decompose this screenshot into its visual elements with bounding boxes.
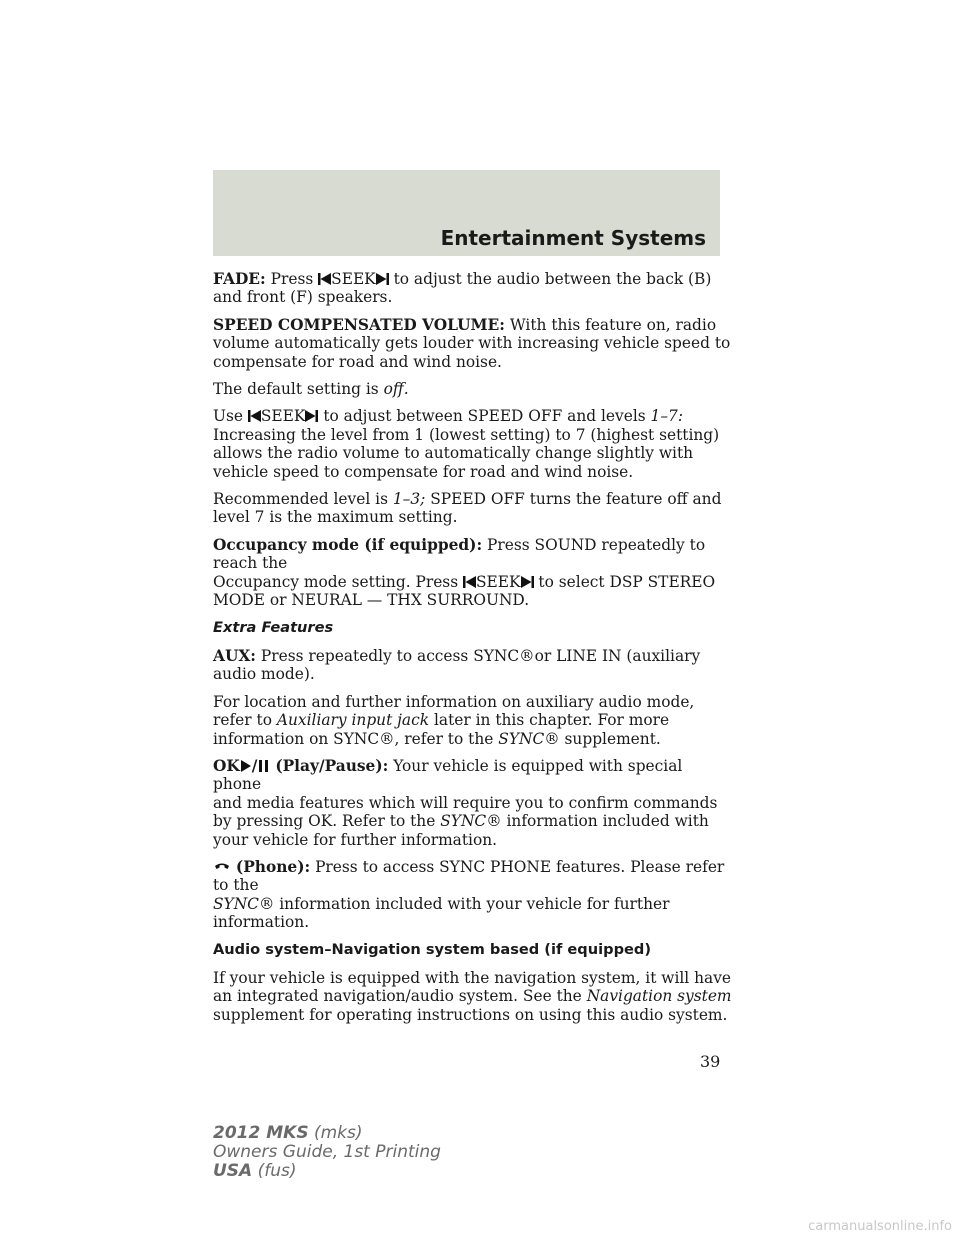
- section-header: [213, 170, 720, 256]
- seek-back-icon: [463, 575, 476, 589]
- seek-forward-icon: [305, 409, 318, 423]
- nav-paragraph: If your vehicle is equipped with the navigation system, it will have an integrated navigation/audio system. See the Navigation system supplement for operating instructions on using this audio system.: [213, 969, 732, 1024]
- page-number: 39: [700, 1052, 721, 1071]
- nav-heading: Audio system–Navigation system based (if equipped): [213, 940, 652, 958]
- phone-icon: [213, 860, 231, 874]
- play-icon: [240, 759, 252, 773]
- extra-features-heading: Extra Features: [213, 618, 334, 636]
- aux-paragraph: AUX: Press repeatedly to access SYNC®or LINE IN (auxiliary audio mode).: [213, 646, 701, 684]
- ok-paragraph: OK / (Play/Pause): Your vehicle is equipped with special phone and media features which will require you to confirm commands by pressing OK. Refer to the SYNC® information included with your vehicle for further information.: [213, 756, 718, 849]
- phone-paragraph: (Phone): Press to access SYNC PHONE features. Please refer to the SYNC® information included with your vehicle for further information.: [213, 857, 725, 932]
- fade-label: FADE:: [213, 270, 266, 288]
- seek-back-icon: [318, 272, 331, 286]
- seek-back-icon: [248, 409, 261, 423]
- location-paragraph: For location and further information on auxiliary audio mode, refer to Auxiliary input jack later in this chapter. For more information on SYNC®, refer to the SYNC® supplement.: [213, 692, 695, 748]
- seek-forward-icon: [376, 272, 389, 286]
- watermark: carmanualsonline.info: [808, 1219, 952, 1234]
- play-pause-label: (Play/Pause):: [275, 756, 389, 775]
- occupancy-label: Occupancy mode (if equipped):: [213, 535, 483, 554]
- occupancy-paragraph: Occupancy mode (if equipped): Press SOUND repeatedly to reach the Occupancy mode setting. Press SEEK to select DSP STEREO MODE or NEURAL — THX SURROUND.: [213, 535, 716, 610]
- aux-label: AUX:: [213, 646, 256, 665]
- use-seek-paragraph: Use SEEK to adjust between SPEED OFF and levels 1–7: Increasing the level from 1 (lowest setting) to 7 (highest setting) allows the radio volume to automatically change slightly with vehicle speed to compensate for road and wind noise.: [213, 407, 720, 481]
- fade-paragraph: FADE: Press SEEK to adjust the audio between the back (B) and front (F) speakers.: [213, 270, 712, 307]
- recommended-paragraph: Recommended level is 1–3; SPEED OFF turns the feature off and level 7 is the maximum setting.: [213, 490, 722, 527]
- footer: 2012 MKS (mks) Owners Guide, 1st Printing USA (fus): [213, 1123, 441, 1181]
- pause-icon: [257, 759, 270, 773]
- scv-label: SPEED COMPENSATED VOLUME:: [213, 315, 505, 334]
- scv-paragraph: SPEED COMPENSATED VOLUME: With this feature on, radio volume automatically gets louder with increasing vehicle speed to compensate for road and wind noise.: [213, 315, 731, 371]
- phone-label: (Phone):: [235, 857, 311, 876]
- section-title: Entertainment Systems: [440, 226, 706, 250]
- seek-forward-icon: [521, 575, 534, 589]
- page-content: [213, 270, 733, 1033]
- ok-label: OK: [213, 756, 240, 775]
- default-setting: The default setting is off.: [213, 380, 409, 399]
